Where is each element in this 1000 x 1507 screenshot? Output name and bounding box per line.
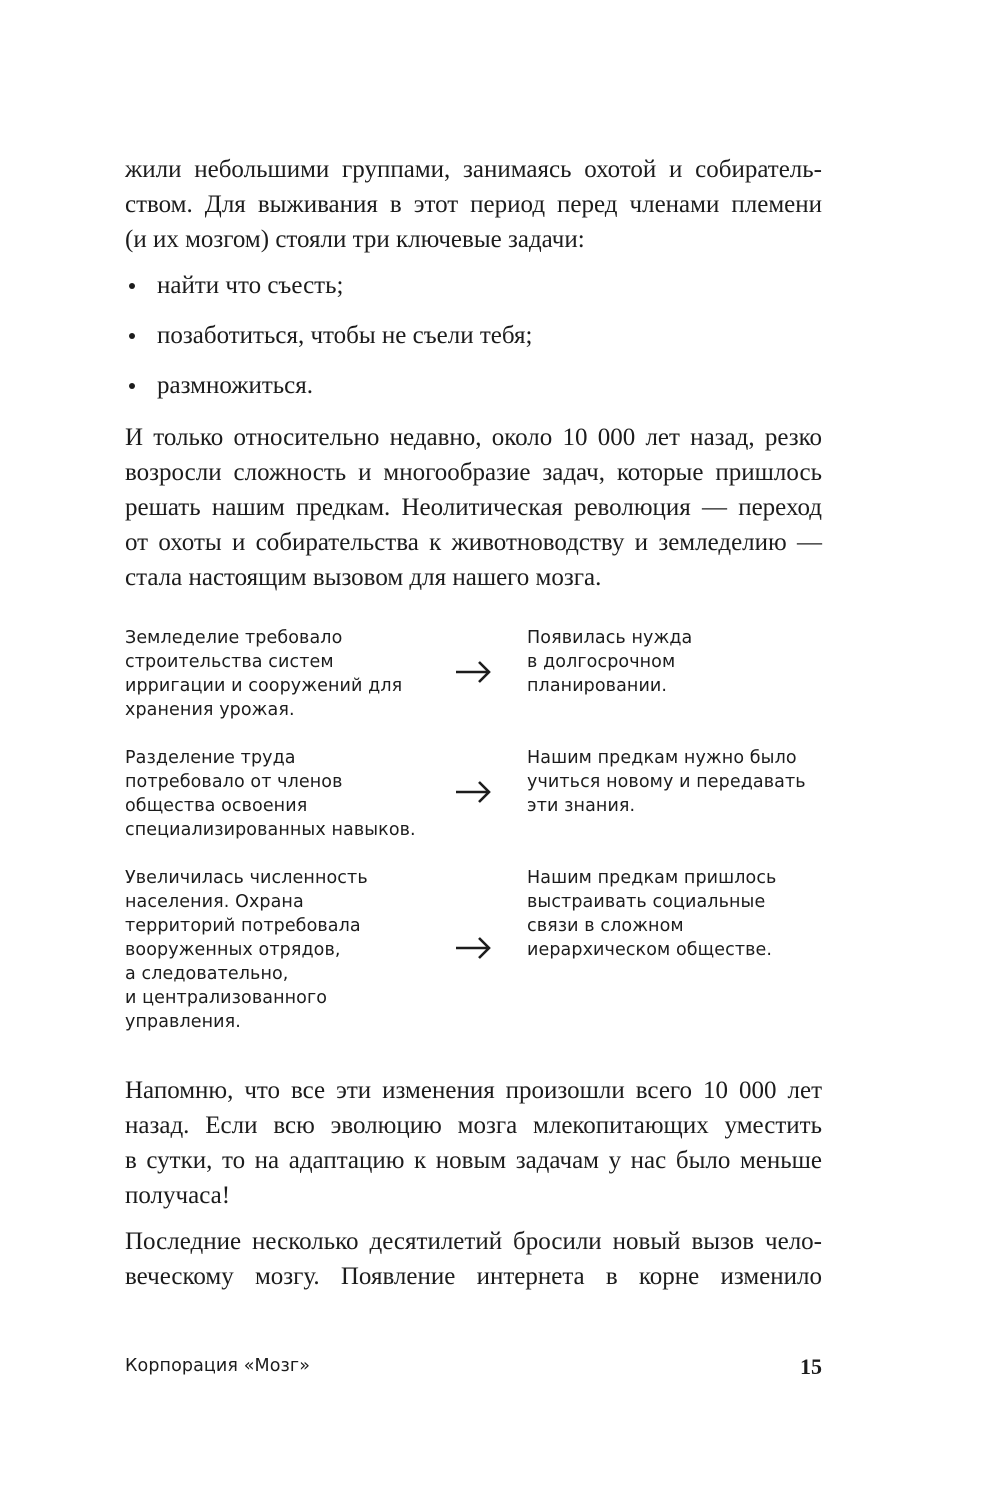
flow-text-line: и централизованного <box>125 988 328 1008</box>
text-line: в сутки, то на адаптацию к новым задачам у нас было меньше <box>125 1147 822 1174</box>
flow-text-line: специализированных навыков. <box>125 820 416 840</box>
flow-text-line: Разделение труда <box>125 748 296 768</box>
flow-text-line: планировании. <box>527 676 668 696</box>
text-line: (и их мозгом) стояли три ключевые задачи: <box>125 226 585 253</box>
right-arrow-icon <box>454 936 494 960</box>
flow-effect <box>527 626 827 698</box>
flow-text-line: управления. <box>125 1012 241 1032</box>
right-arrow-icon <box>454 660 494 684</box>
flow-text-line: территорий потребовала <box>125 916 361 936</box>
paragraph-reminder <box>125 1073 822 1213</box>
flow-text-line: иерархическом обществе. <box>527 940 773 960</box>
flow-text-line: а следовательно, <box>125 964 289 984</box>
flow-row <box>125 626 822 726</box>
paragraph-intro <box>125 152 822 257</box>
flow-cause <box>125 746 435 842</box>
text-line: получаса! <box>125 1182 231 1209</box>
running-footer-title: Корпорация «Мозг» <box>125 1356 311 1376</box>
text-line: жили небольшими группами, занимаясь охотой и собиратель- <box>125 156 822 183</box>
book-page <box>125 0 822 1507</box>
list-item-text: размножиться. <box>157 372 314 399</box>
flow-text-line: связи в сложном <box>527 916 684 936</box>
text-line: назад. Если всю эволюцию мозга млекопитающих уместить <box>125 1112 822 1139</box>
bullet-icon <box>129 283 135 289</box>
flow-row <box>125 746 822 846</box>
flow-row <box>125 866 822 1036</box>
flow-text-line: населения. Охрана <box>125 892 304 912</box>
flow-text-line: общества освоения <box>125 796 308 816</box>
flow-cause <box>125 626 435 722</box>
text-line: стала настоящим вызовом для нашего мозга. <box>125 564 602 591</box>
flow-text-line: вооруженных отрядов, <box>125 940 341 960</box>
flow-text-line: выстраивать социальные <box>527 892 766 912</box>
text-line: И только относительно недавно, около 10 000 лет назад, резко <box>125 424 822 451</box>
bullet-icon <box>129 383 135 389</box>
text-line: от охоты и собирательства к животноводству и земледелию — <box>125 529 822 556</box>
flow-text-line: учиться новому и передавать <box>527 772 806 792</box>
flow-text-line: потребовало от членов <box>125 772 343 792</box>
flow-cause <box>125 866 435 1034</box>
flow-text-line: строительства систем <box>125 652 334 672</box>
flow-text-line: ирригации и сооружений для <box>125 676 403 696</box>
text-line: Напомню, что все эти изменения произошли всего 10 000 лет <box>125 1077 822 1104</box>
text-line: возросли сложность и многообразие задач, которые пришлось <box>125 459 822 486</box>
flow-text-line: Нашим предкам пришлось <box>527 868 777 888</box>
flow-effect <box>527 746 827 818</box>
flow-text-line: Увеличилась численность <box>125 868 368 888</box>
flow-text-line: Появилась нужда <box>527 628 693 648</box>
right-arrow-icon <box>454 780 494 804</box>
paragraph-internet <box>125 1224 822 1294</box>
list-item-text: позаботиться, чтобы не съели тебя; <box>157 322 533 349</box>
bullet-icon <box>129 333 135 339</box>
flow-text-line: в долгосрочном <box>527 652 676 672</box>
text-line: Последние несколько десятилетий бросили новый вызов чело- <box>125 1228 822 1255</box>
flow-text-line: эти знания. <box>527 796 636 816</box>
flow-text-line: хранения урожая. <box>125 700 295 720</box>
text-line: решать нашим предкам. Неолитическая революция — переход <box>125 494 822 521</box>
flow-text-line: Нашим предкам нужно было <box>527 748 797 768</box>
text-line: веческому мозгу. Появление интернета в корне изменило <box>125 1263 822 1290</box>
flow-text-line: Земледелие требовало <box>125 628 343 648</box>
paragraph-neolithic <box>125 420 822 595</box>
page-number: 15 <box>800 1354 822 1379</box>
text-line: ством. Для выживания в этот период перед членами племени <box>125 191 822 218</box>
list-item-text: найти что съесть; <box>157 272 344 299</box>
flow-effect <box>527 866 827 962</box>
